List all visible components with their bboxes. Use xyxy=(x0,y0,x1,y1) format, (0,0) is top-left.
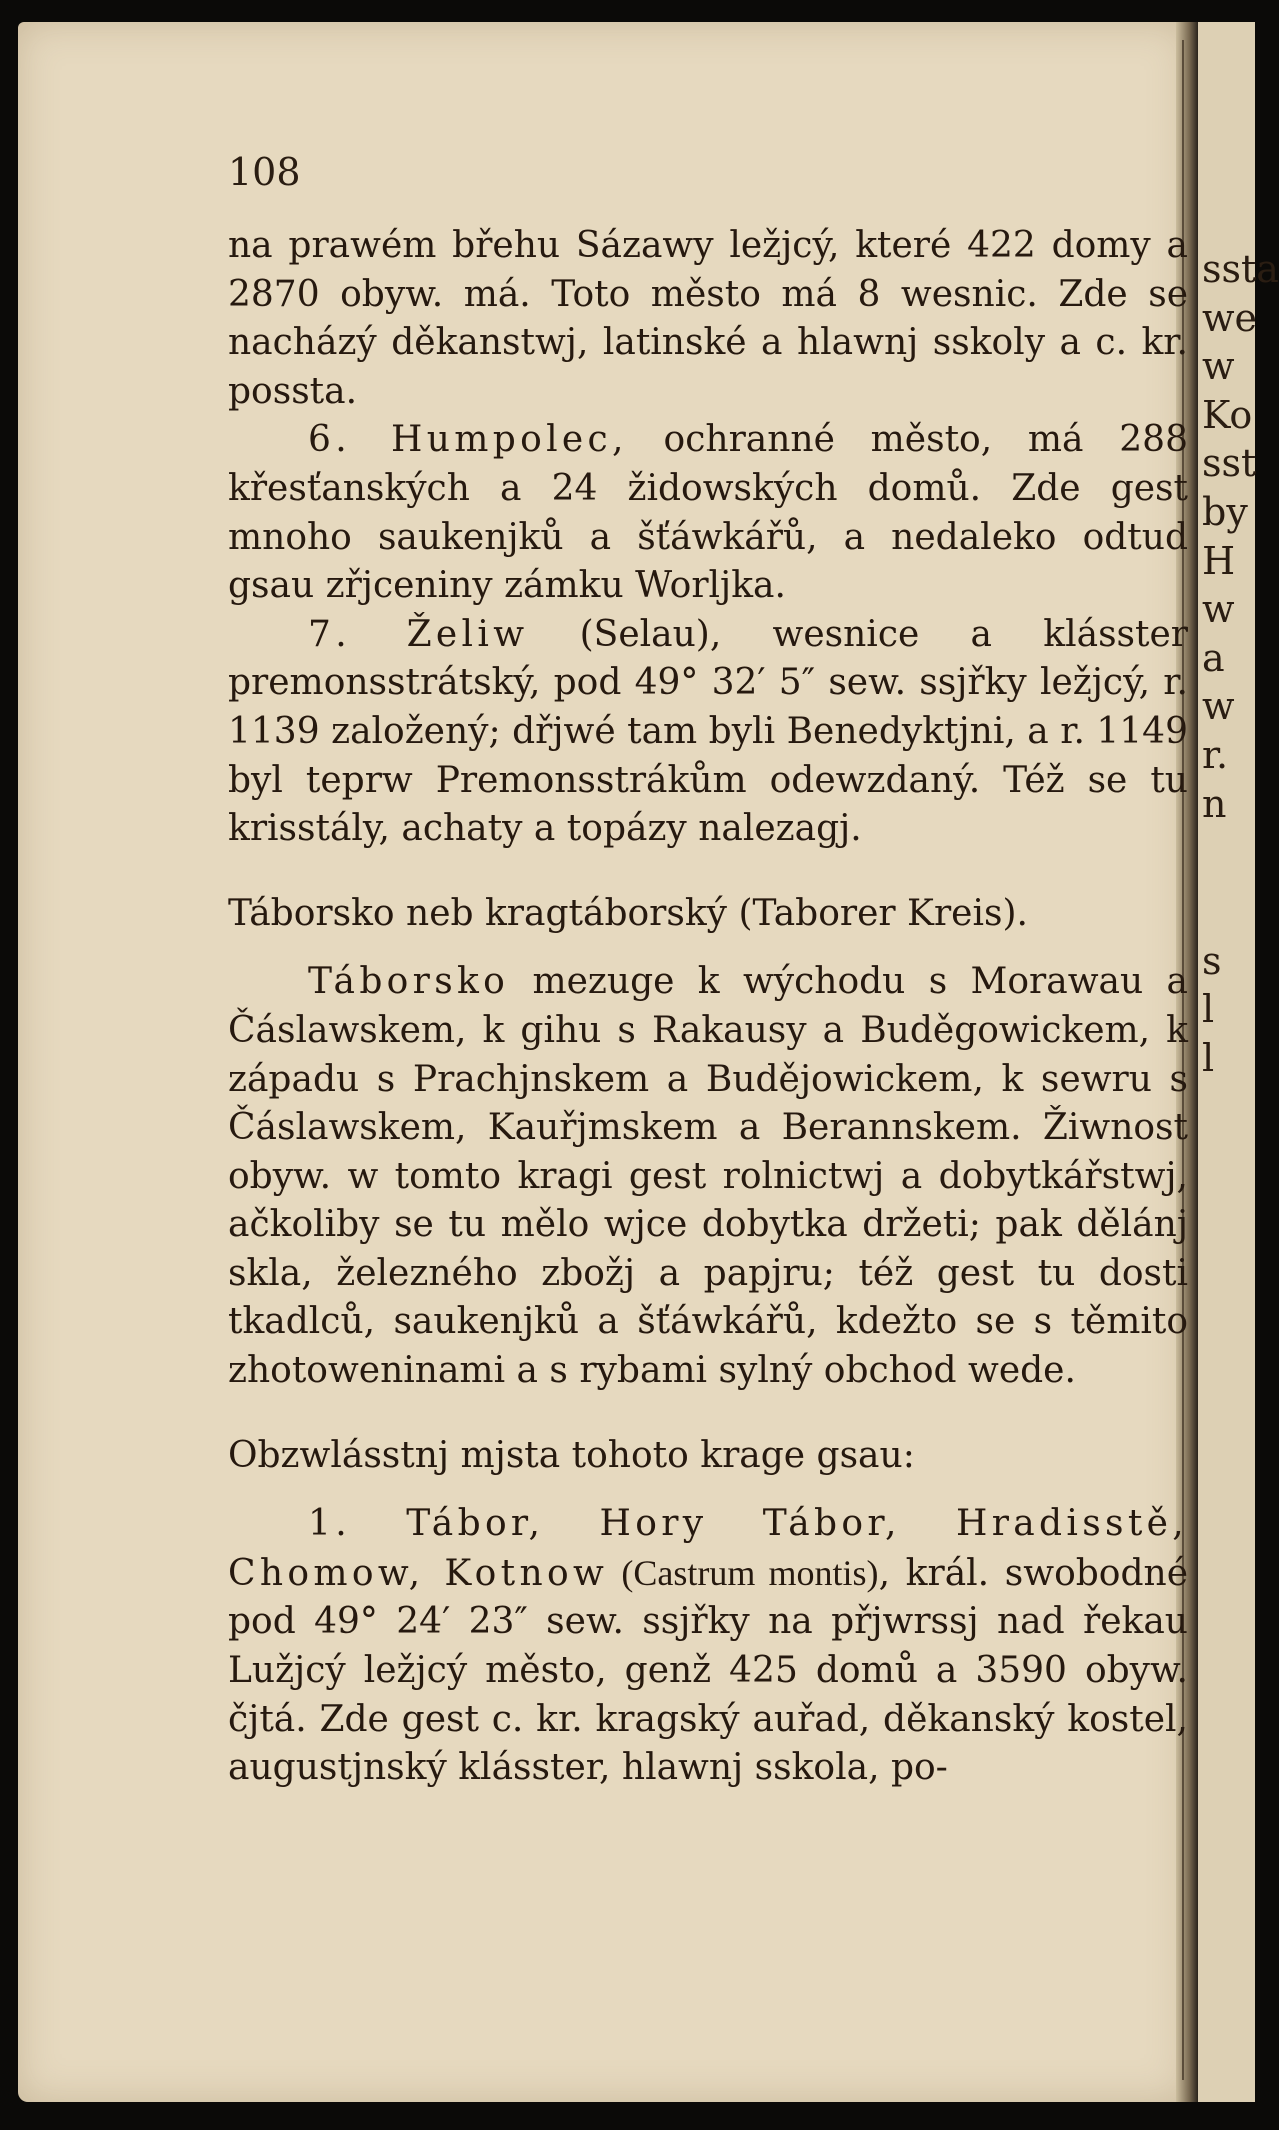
section-heading: Táborsko neb kragtáborský (Taborer Kreis). xyxy=(228,892,1028,934)
next-page-fragment: r. xyxy=(1202,733,1229,777)
next-page-fragment: H xyxy=(1202,538,1236,583)
next-page-fragment: l xyxy=(1202,1036,1215,1080)
page-header xyxy=(228,150,301,194)
next-page-fragment: l xyxy=(1202,987,1215,1032)
page-number: 108 xyxy=(228,150,301,194)
entry-lead: 1. Tábor, Hory Tábor, Hradisstě, Chomow, Kotnow xyxy=(228,1503,1188,1594)
latin-name: (Castrum montis) xyxy=(608,1552,879,1593)
next-page-fragment: w xyxy=(1202,344,1235,389)
next-page-fragment: we xyxy=(1202,295,1258,340)
paragraph-continuation: na prawém břehu Sázawy ležjcý, které 422 domy a 2870 obyw. má. Toto město má 8 wesnic. Zde se nacházý děkanstwj, latinské a hlawnj sskoly a c. kr. possta. xyxy=(228,225,1188,412)
page-text xyxy=(228,222,1188,1793)
next-page-fragment: ssta xyxy=(1202,247,1279,291)
list-item-tabor: 1. Tábor, Hory Tábor, Hradisstě, Chomow, Kotnow (Castrum montis), král. swobodné pod 49° 24′ 23″ sew. ssjřky na přjwrssj nad řekau Lužjcý ležjcý město, genž 425 domů a 3590 obyw. čjtá. Zde gest c. kr. kragský auřad, děkanský kostel, augustjnský klásster, hlawnj sskola, po- xyxy=(228,1503,1189,1789)
next-page-edge xyxy=(1198,22,1279,2102)
paragraph-zeliw: 7. Želiw (Selau), wesnice a klásster premonsstrátský, pod 49° 32′ 5″ sew. ssjřky ležjcý, r. 1139 založený; dřjwé tam byli Benedyktjni, a r. 1149 byl teprw Premonsstrákům odewzdaný. Též se tu krisstály, achaty a topázy nalezagj. xyxy=(228,613,1188,850)
entry-lead: Táborsko xyxy=(308,961,510,1003)
next-page-fragment: s xyxy=(1202,938,1222,983)
paragraph-humpolec: 6. Humpolec, ochranné město, má 288 křesťanských a 24 židowských domů. Zde gest mnoho saukenjků a šťáwkářů, a nedaleko odtud gsau zřjceniny zámku Worljka. xyxy=(228,419,1188,607)
next-page-fragment: n xyxy=(1202,781,1227,826)
next-page-fragment: by xyxy=(1202,490,1248,534)
next-page-fragment: a xyxy=(1202,635,1225,680)
entry-lead: 6. Humpolec, xyxy=(308,419,628,461)
entry-lead: 7. Želiw xyxy=(308,613,529,655)
subheading: Obzwlásstnj mjsta tohoto krage gsau: xyxy=(228,1434,915,1476)
next-page-fragment: Ko xyxy=(1202,392,1253,437)
next-page-fragment: w xyxy=(1202,587,1235,632)
next-page-fragment: w xyxy=(1202,684,1235,729)
paragraph-taborsko: Táborsko mezuge k wýchodu s Morawau a Čáslawskem, k gihu s Rakausy a Buděgowickem, k západu s Prachjnskem a Budějowickem, k sewru s Čáslawskem, Kauřjmskem a Berannskem. Žiwnost obyw. w tomto kragi gest rolnictwj a dobytkářstwj, ačkoliby se tu mělo wjce dobytka držeti; pak dělánj skla, železného zbožj a papjru; též gest tu dosti tkadlců, saukenjků a šťáwkářů, kdežto se s těmito zhotoweninami a s rybami sylný obchod wede. xyxy=(228,961,1188,1392)
next-page-fragment: sst xyxy=(1202,441,1257,486)
